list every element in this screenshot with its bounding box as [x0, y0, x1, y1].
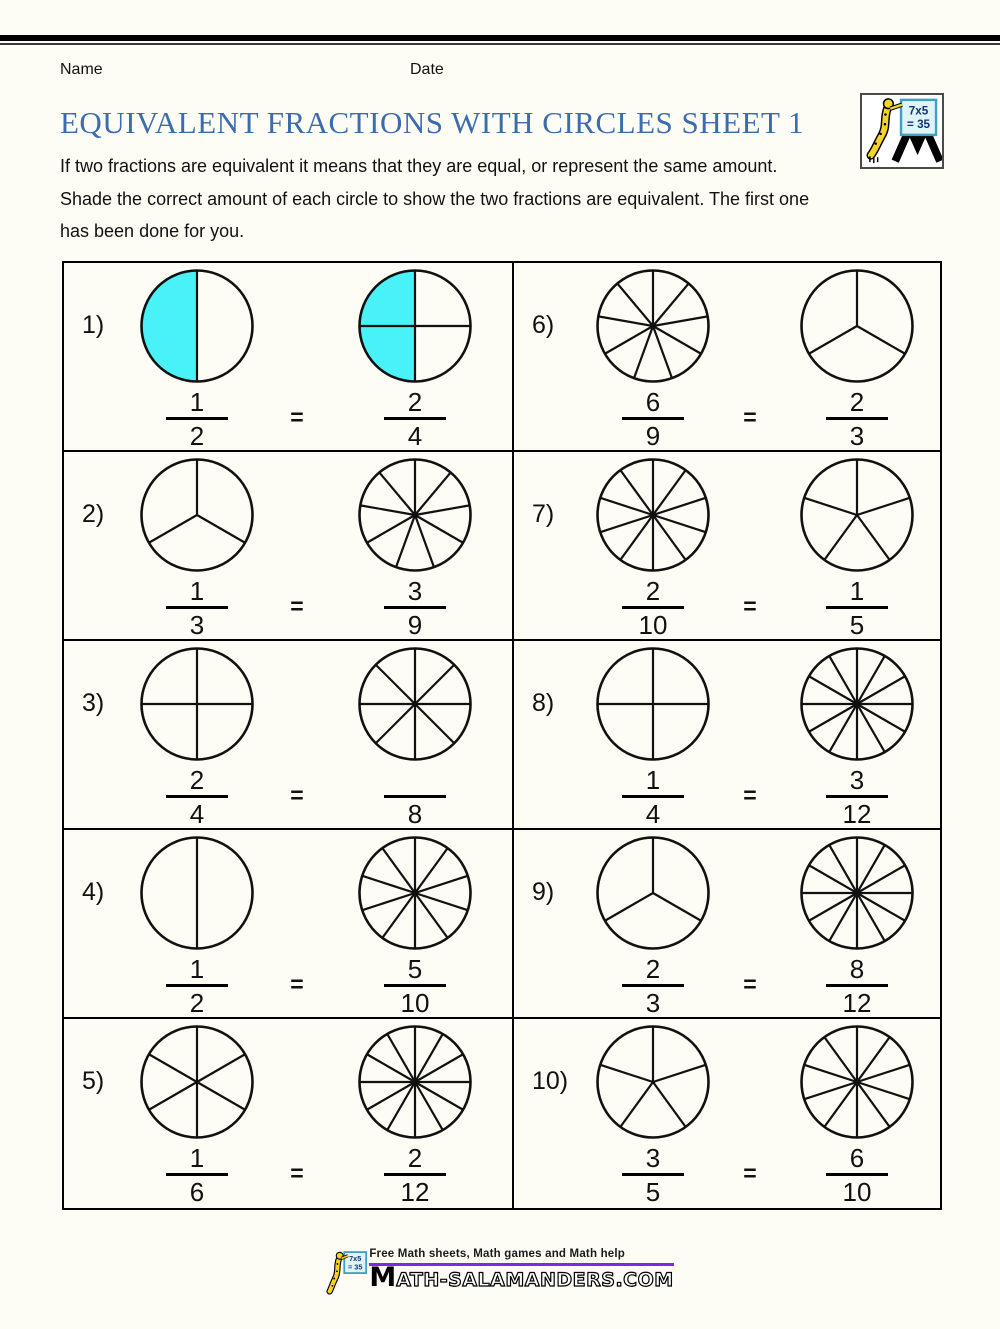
left-fraction-group: [578, 835, 728, 1017]
right-fraction-group: [340, 457, 490, 639]
right-fraction-group: [782, 268, 932, 450]
footer-text: [369, 1248, 673, 1294]
equals-sign: =: [290, 781, 304, 808]
fraction-circle-diagram: [340, 268, 490, 384]
fraction-circle-diagram: [340, 646, 490, 762]
left-fraction-group: [122, 1024, 272, 1206]
problem-number: 8): [532, 688, 555, 717]
fraction-circle-diagram: [578, 268, 728, 384]
fraction-denominator: 10: [400, 987, 430, 1018]
fraction-denominator: 3: [189, 609, 205, 640]
left-fraction-group: [578, 646, 728, 828]
fraction-numerator: 3: [645, 1142, 661, 1173]
footer-tagline: Free Math sheets, Math games and Math help: [369, 1248, 626, 1260]
left-fraction-group: [578, 457, 728, 639]
math-salamanders-logo: [860, 93, 944, 169]
fraction-numerator: 1: [189, 575, 205, 606]
fraction-denominator: 12: [400, 1176, 430, 1207]
fraction-denominator: 12: [842, 798, 872, 829]
top-divider-rule: [0, 35, 1000, 45]
fraction-denominator: 4: [407, 420, 423, 451]
problem-cell: [64, 641, 514, 830]
right-fraction-group: [782, 1024, 932, 1206]
right-fraction-group: [340, 1024, 490, 1206]
problem-cell: [514, 1019, 940, 1208]
fraction: [340, 388, 490, 450]
equals-sign: =: [743, 592, 757, 619]
instructions-line-1: If two fractions are equivalent it means that they are equal, or represent the same amount.: [60, 156, 778, 176]
fraction-circle-diagram: [340, 835, 490, 951]
fraction-circle-diagram: [578, 835, 728, 951]
equals-sign: =: [290, 403, 304, 430]
left-fraction-group: [122, 646, 272, 828]
equals-sign: =: [743, 403, 757, 430]
fraction-numerator: 6: [849, 1142, 865, 1173]
fraction-denominator: 9: [645, 420, 661, 451]
equals-sign: =: [743, 970, 757, 997]
footer-wordmark: [369, 1262, 674, 1294]
fraction: [340, 955, 490, 1017]
fraction-denominator: 9: [407, 609, 423, 640]
fraction-circle-diagram: [578, 646, 728, 762]
equals-sign: =: [743, 1159, 757, 1186]
equals-sign: =: [743, 781, 757, 808]
fraction-circle-diagram: [340, 457, 490, 573]
fraction-circle-diagram: [340, 1024, 490, 1140]
fraction-denominator: 10: [638, 609, 668, 640]
flashcard-text-top: 7x5: [349, 1254, 362, 1264]
instructions-line-2: Shade the correct amount of each circle to show the two fractions are equivalent. The first one: [60, 188, 810, 209]
fraction-denominator: 4: [189, 798, 205, 829]
fraction: [782, 955, 932, 1017]
footer-wordmark-rest: ATH-SALAMANDERS.COM: [396, 1269, 674, 1291]
fraction-circle-diagram: [782, 268, 932, 384]
problem-number: 6): [532, 310, 555, 339]
fraction-denominator: 6: [189, 1176, 205, 1207]
fraction-numerator: 3: [407, 575, 423, 606]
fraction-denominator: 3: [849, 420, 865, 451]
fraction: [782, 388, 932, 450]
left-fraction-group: [122, 268, 272, 450]
problem-cell: [514, 263, 940, 452]
fraction-numerator: 2: [407, 386, 423, 417]
instructions: [60, 150, 940, 248]
right-fraction-group: [782, 835, 932, 1017]
fraction: [578, 388, 728, 450]
fraction-numerator: 8: [849, 953, 865, 984]
footer-wordmark-m: M: [369, 1262, 397, 1293]
fraction: [122, 766, 272, 828]
fraction-denominator: 2: [189, 420, 205, 451]
fraction-circle-diagram: [122, 268, 272, 384]
problem-cell: [64, 830, 514, 1019]
fraction: [122, 388, 272, 450]
right-fraction-group: [340, 268, 490, 450]
fraction-numerator: 2: [645, 953, 661, 984]
fraction-denominator: 12: [842, 987, 872, 1018]
fraction-denominator: 5: [645, 1176, 661, 1207]
problem-number: 2): [82, 499, 105, 528]
fraction-numerator: 1: [849, 575, 865, 606]
fraction-circle-diagram: [782, 646, 932, 762]
fraction-numerator: 1: [189, 1142, 205, 1173]
right-fraction-group: [782, 457, 932, 639]
flashcard-text-bottom: = 35: [907, 118, 931, 132]
left-fraction-group: [122, 457, 272, 639]
problem-number: 7): [532, 499, 555, 528]
equals-sign: =: [290, 592, 304, 619]
fraction: [578, 955, 728, 1017]
fraction: [340, 766, 490, 828]
left-fraction-group: [122, 835, 272, 1017]
page-title: EQUIVALENT FRACTIONS WITH CIRCLES SHEET 1: [60, 105, 805, 140]
instructions-line-3: has been done for you.: [60, 221, 245, 241]
problem-number: 4): [82, 877, 105, 906]
problem-cell: [64, 452, 514, 641]
fraction: [578, 1144, 728, 1206]
fraction: [578, 766, 728, 828]
fraction-numerator: [340, 766, 490, 794]
header-row: [60, 61, 940, 79]
fraction-denominator: 10: [842, 1176, 872, 1207]
name-label: Name: [60, 61, 103, 78]
fraction: [782, 1144, 932, 1206]
fraction: [782, 577, 932, 639]
fraction-circle-diagram: [782, 1024, 932, 1140]
problem-cell: [514, 641, 940, 830]
fraction-circle-diagram: [578, 1024, 728, 1140]
equals-sign: =: [290, 1159, 304, 1186]
problem-number: 10): [532, 1066, 569, 1095]
fraction-numerator: 2: [189, 764, 205, 795]
fraction-numerator: 6: [645, 386, 661, 417]
fraction: [122, 577, 272, 639]
salamander-logo-icon: [862, 95, 942, 167]
problems-table: [62, 261, 942, 1210]
fraction-numerator: 2: [407, 1142, 423, 1173]
left-fraction-group: [578, 1024, 728, 1206]
fraction-denominator: 8: [407, 798, 423, 829]
right-fraction-group: [782, 646, 932, 828]
fraction-numerator: 2: [645, 575, 661, 606]
fraction-numerator: 3: [849, 764, 865, 795]
fraction-circle-diagram: [578, 457, 728, 573]
fraction-denominator: 3: [645, 987, 661, 1018]
date-label: Date: [410, 61, 444, 78]
right-fraction-group: [340, 835, 490, 1017]
problem-number: 9): [532, 877, 555, 906]
problem-cell: [64, 263, 514, 452]
footer-salamander-icon: [326, 1250, 368, 1298]
problem-cell: [514, 452, 940, 641]
fraction-circle-diagram: [122, 457, 272, 573]
fraction: [122, 955, 272, 1017]
fraction: [340, 577, 490, 639]
fraction-circle-diagram: [122, 1024, 272, 1140]
fraction-denominator: 5: [849, 609, 865, 640]
fraction-numerator: 2: [849, 386, 865, 417]
fraction-numerator: 1: [189, 386, 205, 417]
flashcard-text-bottom: = 35: [348, 1262, 363, 1272]
fraction-numerator: 1: [189, 953, 205, 984]
problem-cell: [514, 830, 940, 1019]
equals-sign: =: [290, 970, 304, 997]
right-fraction-group: [340, 646, 490, 828]
fraction: [578, 577, 728, 639]
problem-cell: [64, 1019, 514, 1208]
flashcard-text-top: 7x5: [908, 104, 929, 118]
fraction-circle-diagram: [782, 835, 932, 951]
fraction: [340, 1144, 490, 1206]
problem-number: 5): [82, 1066, 105, 1095]
footer: [0, 1248, 1000, 1298]
problem-number: 3): [82, 688, 105, 717]
fraction-circle-diagram: [122, 646, 272, 762]
fraction: [782, 766, 932, 828]
fraction-denominator: 4: [645, 798, 661, 829]
problem-number: 1): [82, 310, 105, 339]
fraction-numerator: 1: [645, 764, 661, 795]
fraction-denominator: 2: [189, 987, 205, 1018]
fraction-circle-diagram: [782, 457, 932, 573]
left-fraction-group: [578, 268, 728, 450]
fraction-numerator: 5: [407, 953, 423, 984]
fraction-circle-diagram: [122, 835, 272, 951]
fraction: [122, 1144, 272, 1206]
